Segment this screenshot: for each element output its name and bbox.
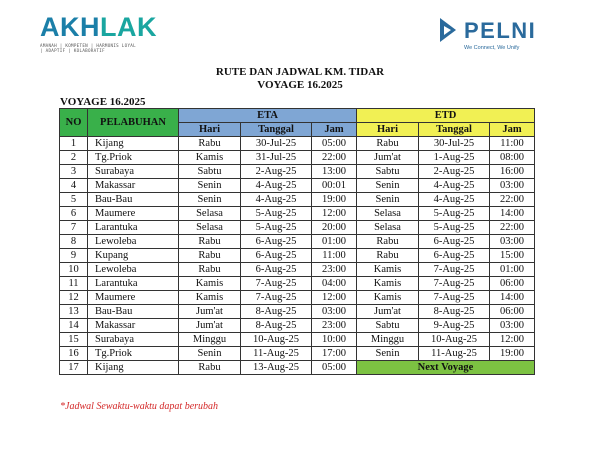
cell-port: Kijang — [88, 137, 179, 151]
cell-no: 7 — [60, 221, 88, 235]
cell-no: 16 — [60, 347, 88, 361]
pelni-logo — [437, 16, 536, 51]
cell-eta-time: 11:00 — [312, 249, 357, 263]
cell-etd-time: 03:00 — [490, 179, 535, 193]
page-subtitle: VOYAGE 16.2025 — [257, 79, 343, 91]
table-row — [60, 361, 535, 375]
cell-etd-day: Rabu — [357, 137, 419, 151]
cell-eta-date: 5-Aug-25 — [241, 207, 312, 221]
cell-etd-date: 7-Aug-25 — [419, 291, 490, 305]
cell-eta-date: 4-Aug-25 — [241, 179, 312, 193]
cell-eta-day: Minggu — [179, 333, 241, 347]
cell-eta-date: 6-Aug-25 — [241, 263, 312, 277]
cell-etd-date: 4-Aug-25 — [419, 193, 490, 207]
cell-eta-time: 03:00 — [312, 305, 357, 319]
header-port: PELABUHAN — [88, 109, 179, 137]
cell-etd-time: 03:00 — [490, 235, 535, 249]
table-row — [60, 277, 535, 291]
cell-etd-date: 6-Aug-25 — [419, 235, 490, 249]
cell-etd-time: 01:00 — [490, 263, 535, 277]
cell-etd-day: Jum'at — [357, 305, 419, 319]
cell-port: Surabaya — [88, 333, 179, 347]
cell-eta-day: Senin — [179, 179, 241, 193]
cell-etd-time: 16:00 — [490, 165, 535, 179]
cell-eta-date: 8-Aug-25 — [241, 305, 312, 319]
cell-no: 9 — [60, 249, 88, 263]
cell-port: Makassar — [88, 179, 179, 193]
cell-eta-time: 23:00 — [312, 319, 357, 333]
cell-eta-time: 04:00 — [312, 277, 357, 291]
voyage-label: VOYAGE 16.2025 — [60, 96, 146, 108]
header-eta-time: Jam — [312, 123, 357, 137]
cell-port: Lewoleba — [88, 263, 179, 277]
cell-eta-day: Selasa — [179, 207, 241, 221]
table-row — [60, 291, 535, 305]
cell-eta-time: 20:00 — [312, 221, 357, 235]
cell-etd-time: 12:00 — [490, 333, 535, 347]
cell-etd-day: Senin — [357, 179, 419, 193]
cell-etd-day: Jum'at — [357, 151, 419, 165]
cell-port: Maumere — [88, 207, 179, 221]
cell-eta-day: Rabu — [179, 263, 241, 277]
cell-eta-day: Sabtu — [179, 165, 241, 179]
cell-etd-time: 08:00 — [490, 151, 535, 165]
cell-port: Bau-Bau — [88, 305, 179, 319]
cell-eta-day: Jum'at — [179, 319, 241, 333]
cell-port: Bau-Bau — [88, 193, 179, 207]
header-etd-date: Tanggal — [419, 123, 490, 137]
header-etd-day: Hari — [357, 123, 419, 137]
cell-etd-time: 06:00 — [490, 277, 535, 291]
cell-no: 14 — [60, 319, 88, 333]
cell-eta-day: Senin — [179, 347, 241, 361]
cell-etd-time: 19:00 — [490, 347, 535, 361]
cell-eta-day: Rabu — [179, 235, 241, 249]
header-no: NO — [60, 109, 88, 137]
cell-etd-date: 9-Aug-25 — [419, 319, 490, 333]
cell-port: Maumere — [88, 291, 179, 305]
header-eta: ETA — [179, 109, 357, 123]
cell-etd-day: Sabtu — [357, 165, 419, 179]
table-row — [60, 263, 535, 277]
cell-etd-time: 22:00 — [490, 221, 535, 235]
page-title: RUTE DAN JADWAL KM. TIDAR — [215, 66, 385, 78]
table-row — [60, 179, 535, 193]
cell-eta-date: 2-Aug-25 — [241, 165, 312, 179]
cell-no: 3 — [60, 165, 88, 179]
cell-eta-day: Selasa — [179, 221, 241, 235]
cell-eta-date: 11-Aug-25 — [241, 347, 312, 361]
cell-eta-time: 05:00 — [312, 361, 357, 375]
table-row — [60, 333, 535, 347]
cell-etd-date: 30-Jul-25 — [419, 137, 490, 151]
cell-no: 15 — [60, 333, 88, 347]
akhlak-wordmark: AKHLAK — [40, 12, 157, 42]
cell-eta-day: Rabu — [179, 361, 241, 375]
cell-eta-time: 00:01 — [312, 179, 357, 193]
cell-etd-date: 2-Aug-25 — [419, 165, 490, 179]
cell-eta-time: 19:00 — [312, 193, 357, 207]
table-row — [60, 235, 535, 249]
table-row — [60, 249, 535, 263]
table-row — [60, 151, 535, 165]
cell-eta-date: 31-Jul-25 — [241, 151, 312, 165]
cell-eta-day: Rabu — [179, 249, 241, 263]
table-row — [60, 137, 535, 151]
cell-etd-day: Selasa — [357, 221, 419, 235]
cell-port: Surabaya — [88, 165, 179, 179]
cell-port: Tg.Priok — [88, 151, 179, 165]
cell-etd-time: 14:00 — [490, 291, 535, 305]
akhlak-logo — [40, 14, 157, 53]
header-etd-time: Jam — [490, 123, 535, 137]
cell-no: 13 — [60, 305, 88, 319]
cell-eta-time: 10:00 — [312, 333, 357, 347]
cell-etd-time: 14:00 — [490, 207, 535, 221]
cell-etd-date: 5-Aug-25 — [419, 207, 490, 221]
cell-port: Tg.Priok — [88, 347, 179, 361]
cell-port: Lewoleba — [88, 235, 179, 249]
cell-no: 10 — [60, 263, 88, 277]
cell-eta-time: 01:00 — [312, 235, 357, 249]
table-row — [60, 207, 535, 221]
cell-eta-day: Kamis — [179, 277, 241, 291]
next-voyage-cell: Next Voyage — [357, 361, 535, 375]
cell-no: 1 — [60, 137, 88, 151]
table-row — [60, 347, 535, 361]
cell-etd-date: 8-Aug-25 — [419, 305, 490, 319]
cell-no: 17 — [60, 361, 88, 375]
cell-etd-date: 11-Aug-25 — [419, 347, 490, 361]
cell-etd-day: Rabu — [357, 235, 419, 249]
cell-no: 12 — [60, 291, 88, 305]
header-etd: ETD — [357, 109, 535, 123]
cell-eta-time: 12:00 — [312, 207, 357, 221]
cell-no: 8 — [60, 235, 88, 249]
table-row — [60, 319, 535, 333]
cell-eta-time: 22:00 — [312, 151, 357, 165]
table-row — [60, 221, 535, 235]
cell-etd-time: 03:00 — [490, 319, 535, 333]
header-eta-date: Tanggal — [241, 123, 312, 137]
pelni-wordmark: PELNI — [464, 18, 537, 43]
cell-eta-day: Jum'at — [179, 305, 241, 319]
pelni-sail-icon — [437, 16, 459, 46]
cell-etd-date: 4-Aug-25 — [419, 179, 490, 193]
cell-eta-day: Senin — [179, 193, 241, 207]
cell-eta-date: 7-Aug-25 — [241, 277, 312, 291]
cell-etd-date: 10-Aug-25 — [419, 333, 490, 347]
cell-etd-time: 22:00 — [490, 193, 535, 207]
cell-etd-day: Kamis — [357, 263, 419, 277]
cell-etd-day: Senin — [357, 347, 419, 361]
cell-eta-date: 30-Jul-25 — [241, 137, 312, 151]
header-eta-day: Hari — [179, 123, 241, 137]
cell-etd-day: Kamis — [357, 277, 419, 291]
cell-no: 4 — [60, 179, 88, 193]
cell-eta-date: 4-Aug-25 — [241, 193, 312, 207]
cell-eta-time: 12:00 — [312, 291, 357, 305]
cell-port: Makassar — [88, 319, 179, 333]
cell-etd-date: 7-Aug-25 — [419, 263, 490, 277]
table-row — [60, 165, 535, 179]
cell-eta-date: 13-Aug-25 — [241, 361, 312, 375]
cell-no: 6 — [60, 207, 88, 221]
cell-eta-time: 13:00 — [312, 165, 357, 179]
cell-eta-time: 05:00 — [312, 137, 357, 151]
cell-etd-date: 1-Aug-25 — [419, 151, 490, 165]
cell-eta-time: 23:00 — [312, 263, 357, 277]
cell-eta-day: Kamis — [179, 291, 241, 305]
cell-port: Kijang — [88, 361, 179, 375]
cell-eta-date: 6-Aug-25 — [241, 235, 312, 249]
pelni-tagline: We Connect, We Unify — [464, 45, 520, 51]
cell-eta-date: 6-Aug-25 — [241, 249, 312, 263]
cell-port: Larantuka — [88, 221, 179, 235]
cell-etd-time: 06:00 — [490, 305, 535, 319]
cell-eta-day: Kamis — [179, 151, 241, 165]
cell-etd-time: 11:00 — [490, 137, 535, 151]
cell-no: 5 — [60, 193, 88, 207]
cell-etd-day: Kamis — [357, 291, 419, 305]
cell-etd-day: Rabu — [357, 249, 419, 263]
cell-eta-time: 17:00 — [312, 347, 357, 361]
cell-etd-day: Sabtu — [357, 319, 419, 333]
cell-etd-time: 15:00 — [490, 249, 535, 263]
cell-port: Kupang — [88, 249, 179, 263]
cell-etd-date: 6-Aug-25 — [419, 249, 490, 263]
cell-eta-date: 10-Aug-25 — [241, 333, 312, 347]
table-row — [60, 305, 535, 319]
cell-etd-day: Senin — [357, 193, 419, 207]
cell-eta-date: 7-Aug-25 — [241, 291, 312, 305]
table-row — [60, 193, 535, 207]
cell-eta-date: 8-Aug-25 — [241, 319, 312, 333]
cell-etd-date: 7-Aug-25 — [419, 277, 490, 291]
schedule-disclaimer: *Jadwal Sewaktu-waktu dapat berubah — [60, 401, 219, 412]
cell-no: 11 — [60, 277, 88, 291]
cell-eta-day: Rabu — [179, 137, 241, 151]
akhlak-values: AMANAH | KOMPETEN | HARMONIS LOYAL | ADAPTIF | KOLABORATIF — [40, 43, 136, 53]
cell-no: 2 — [60, 151, 88, 165]
cell-port: Larantuka — [88, 277, 179, 291]
schedule-table — [59, 108, 535, 375]
cell-etd-day: Selasa — [357, 207, 419, 221]
cell-etd-day: Minggu — [357, 333, 419, 347]
cell-eta-date: 5-Aug-25 — [241, 221, 312, 235]
cell-etd-date: 5-Aug-25 — [419, 221, 490, 235]
